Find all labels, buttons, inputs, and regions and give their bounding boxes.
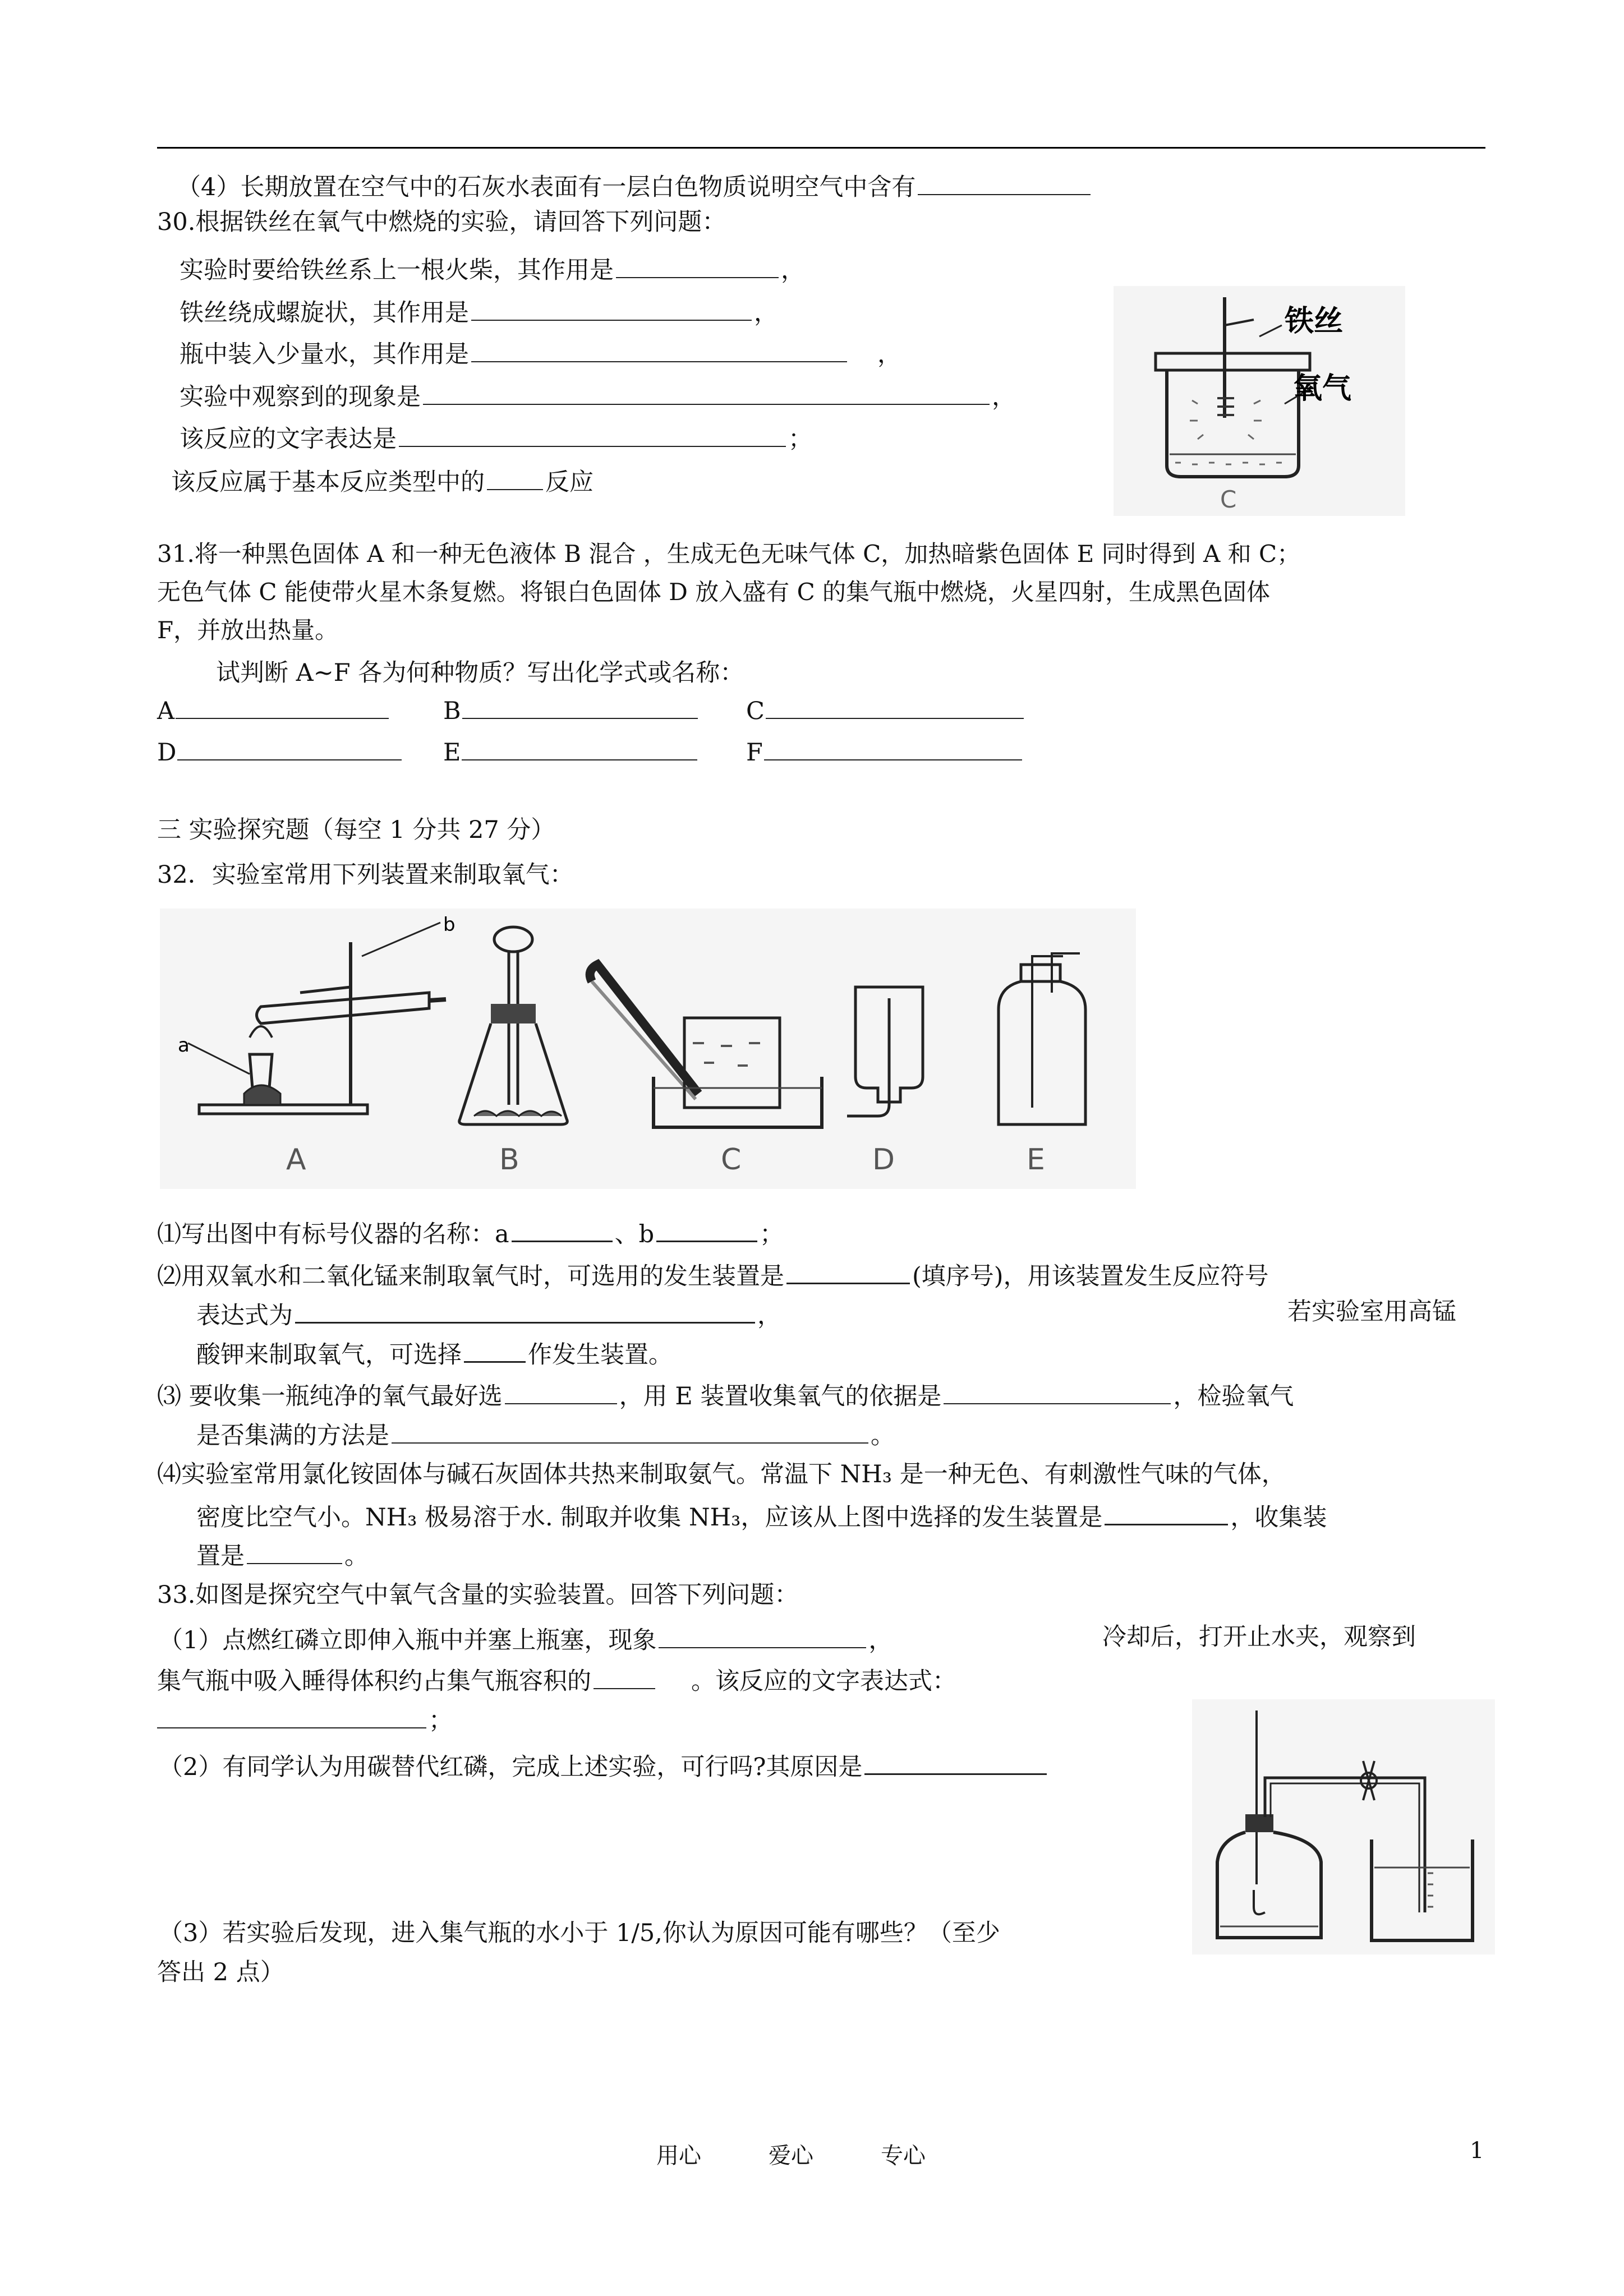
q31-answer-a: A bbox=[157, 690, 391, 729]
q30-line3: 瓶中装入少量水，其作用是 ， bbox=[180, 333, 901, 372]
header-rule bbox=[157, 147, 1485, 149]
q32-blank-basis[interactable] bbox=[944, 1375, 1171, 1404]
q32-s3-line1: ⑶ 要收集一瓶纯净的氧气最好选 ，用 E 装置收集氧气的依据是 ，检验氧气 bbox=[157, 1375, 1294, 1414]
q32-blank-nh3-gen[interactable] bbox=[1105, 1496, 1228, 1525]
q32-s2-line2: 表达式为 ， bbox=[196, 1294, 781, 1334]
q32-s4-line2: 密度比空气小。NH₃ 极易溶于水. 制取并收集 NH₃，应该从上图中选择的发生装置是 ，收集装 bbox=[196, 1496, 1327, 1536]
q29-4-blank[interactable] bbox=[918, 166, 1091, 195]
q30-line4: 实验中观察到的现象是 ， bbox=[180, 376, 1016, 415]
q32-s2-line2-right: 若实验室用高锰 bbox=[1287, 1298, 1456, 1326]
q31-answer-b: B bbox=[443, 690, 700, 729]
q30-blank6[interactable] bbox=[487, 461, 543, 490]
q31-answer-c: C bbox=[746, 690, 1026, 729]
q31-blank-d[interactable] bbox=[177, 731, 402, 760]
q30-line2: 铁丝绕成螺旋状，其作用是 ， bbox=[180, 292, 778, 331]
label-a-small: a bbox=[178, 1034, 190, 1057]
q30-blank5[interactable] bbox=[399, 418, 786, 447]
page-number: 1 bbox=[1470, 2138, 1484, 2164]
q33-blank-volume[interactable] bbox=[594, 1660, 655, 1689]
q33-blank-equation[interactable] bbox=[157, 1699, 426, 1728]
label-b-small: b bbox=[443, 914, 456, 936]
label-oxygen: 氧气 bbox=[1293, 372, 1352, 405]
q33-s1-line3: ； bbox=[157, 1699, 453, 1739]
label-B: B bbox=[499, 1143, 519, 1177]
q33-blank-reason[interactable] bbox=[864, 1745, 1047, 1775]
q29-4-text: （4）长期放置在空气中的石灰水表面有一层白色物质说明空气中含有 bbox=[177, 173, 916, 201]
section-3-title: 三 实验探究题（每空 1 分共 27 分） bbox=[157, 816, 555, 844]
footer-b: 爱心 bbox=[769, 2143, 813, 2169]
q31-para3: F，并放出热量。 bbox=[157, 616, 339, 644]
q32-s2-line1: ⑵用双氧水和二氧化锰来制取氧气时，可选用的发生装置是 (填序号)，用该装置发生反应符号 bbox=[157, 1255, 1269, 1294]
q33-s1-line1: （1）点燃红磷立即伸入瓶中并塞上瓶塞，现象 ， bbox=[159, 1619, 892, 1658]
iron-wire-figure bbox=[1114, 286, 1405, 516]
q30-line5: 该反应的文字表达是 ； bbox=[180, 418, 812, 457]
q31-blank-a[interactable] bbox=[176, 690, 389, 719]
q33-s1-line2: 集气瓶中吸入睡得体积约占集气瓶容积的 。该反应的文字表达式： bbox=[157, 1660, 956, 1699]
q32-blank-check[interactable] bbox=[392, 1414, 868, 1444]
q31-answer-e: E bbox=[443, 731, 700, 771]
q31-blank-f[interactable] bbox=[764, 731, 1022, 760]
footer-c: 专心 bbox=[881, 2143, 926, 2169]
q31-blank-e[interactable] bbox=[462, 731, 697, 760]
apparatus-figure bbox=[160, 909, 1136, 1189]
q31-para1: 31.将一种黑色固体 A 和一种无色液体 B 混合 ，生成无色无味气体 C，加热暗紫色固体 E 同时得到 A 和 C； bbox=[157, 540, 1301, 568]
q32-title: 32．实验室常用下列装置来制取氧气： bbox=[157, 861, 574, 889]
q32-blank-a[interactable] bbox=[512, 1212, 613, 1242]
q33-blank-phenomenon[interactable] bbox=[659, 1619, 866, 1648]
q33-s2: （2）有同学认为用碳替代红磷，完成上述实验，可行吗?其原因是 bbox=[159, 1745, 1049, 1785]
q31-answer-d: D bbox=[157, 731, 404, 771]
q32-blank-kmno4[interactable] bbox=[464, 1333, 526, 1363]
q30-blank4[interactable] bbox=[423, 376, 990, 405]
label-E: E bbox=[1027, 1143, 1045, 1177]
q31-para4: 试判断 A~F 各为何种物质？写出化学式或名称： bbox=[216, 659, 744, 687]
q30-title: 30.根据铁丝在氧气中燃烧的实验，请回答下列问题： bbox=[157, 208, 726, 236]
q29-4-line bbox=[177, 166, 1093, 205]
q32-blank-equation[interactable] bbox=[295, 1294, 755, 1324]
q32-s3-line2: 是否集满的方法是 。 bbox=[196, 1414, 895, 1454]
q31-answer-f: F bbox=[746, 731, 1024, 771]
label-A: A bbox=[286, 1143, 306, 1177]
q33-title: 33.如图是探究空气中氧气含量的实验装置。回答下列问题： bbox=[157, 1581, 799, 1609]
q32-blank-b[interactable] bbox=[656, 1212, 757, 1242]
footer-a: 用心 bbox=[656, 2143, 701, 2169]
q30-blank1[interactable] bbox=[616, 249, 779, 278]
q32-s1: ⑴写出图中有标号仪器的名称：a 、b ； bbox=[157, 1212, 784, 1252]
q32-blank-nh3-col[interactable] bbox=[247, 1535, 342, 1564]
q32-s4-line3: 置是 。 bbox=[196, 1535, 369, 1574]
label-c: C bbox=[1220, 486, 1237, 513]
q32-blank-collect[interactable] bbox=[505, 1375, 617, 1404]
label-C: C bbox=[721, 1143, 742, 1177]
q32-s4-line1: ⑷实验室常用氯化铵固体与碱石灰固体共热来制取氨气。常温下 NH₃ 是一种无色、有刺激性气味的气体， bbox=[157, 1460, 1286, 1488]
q31-blank-c[interactable] bbox=[766, 690, 1024, 719]
q31-para2: 无色气体 C 能使带火星木条复燃。将银白色固体 D 放入盛有 C 的集气瓶中燃烧，火星四射，生成黑色固体 bbox=[157, 578, 1271, 606]
q30-blank3[interactable] bbox=[471, 333, 847, 362]
q33-s3-line2: 答出 2 点） bbox=[157, 1958, 284, 1986]
q33-s3-line1: （3）若实验后发现，进入集气瓶的水小于 1/5,你认为原因可能有哪些？（至少 bbox=[159, 1919, 1000, 1947]
oxygen-content-figure bbox=[1192, 1699, 1495, 1954]
q32-blank-generator[interactable] bbox=[786, 1255, 910, 1284]
q32-s2-line3: 酸钾来制取氧气，可选择 作发生装置。 bbox=[196, 1333, 673, 1373]
label-D: D bbox=[872, 1143, 895, 1177]
q31-blank-b[interactable] bbox=[462, 690, 698, 719]
q30-line1: 实验时要给铁丝系上一根火柴，其作用是 ， bbox=[180, 249, 805, 288]
q30-blank2[interactable] bbox=[471, 292, 752, 321]
label-wire: 铁丝 bbox=[1285, 305, 1344, 338]
q33-s1-line1-right: 冷却后，打开止水夹，观察到 bbox=[1102, 1623, 1416, 1651]
q30-line6: 该反应属于基本反应类型中的 反应 bbox=[171, 461, 594, 500]
